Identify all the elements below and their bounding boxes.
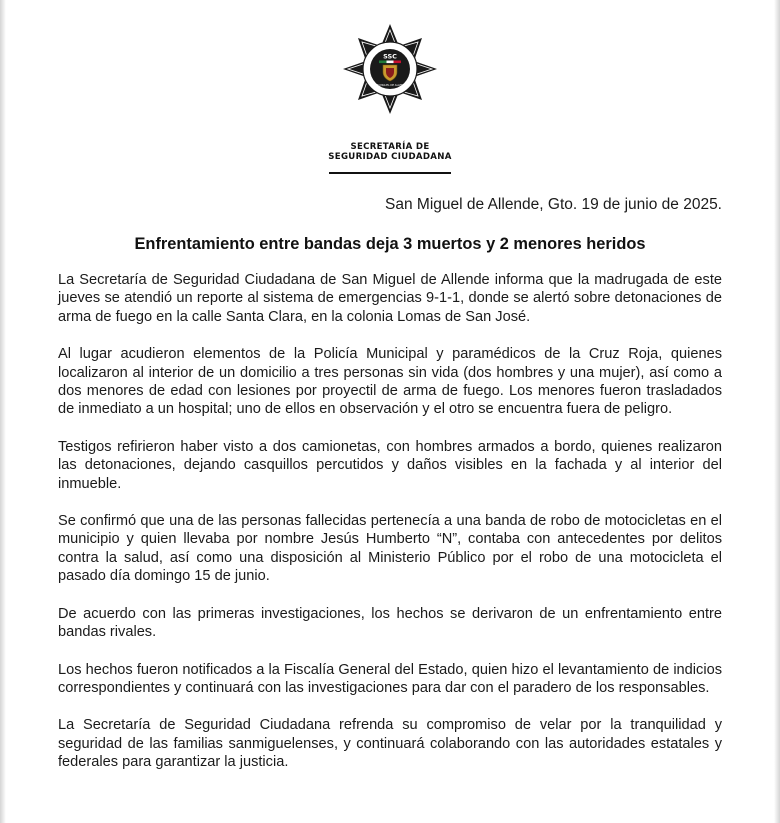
- body-paragraph: La Secretaría de Seguridad Ciudadana refrenda su compromiso de velar por la tranquilidad y seguridad de las familias sanmiguelenses, y continuará colaborando con las autoridades estatales y federales para garantizar la justicia.: [58, 717, 722, 771]
- body-paragraph: La Secretaría de Seguridad Ciudadana de San Miguel de Allende informa que la madrugada de este jueves se atendió un reporte al sistema de emergencias 9-1-1, donde se alertó sobre detonaciones de arma de fuego en la calle Santa Clara, en la colonia Lomas de San José.: [58, 272, 722, 325]
- letterhead: [0, 22, 780, 174]
- body-paragraph: Se confirmó que una de las personas fallecidas pertenecía a una banda de robo de motocicletas en el municipio y quien llevaba por nombre Jesús Humberto “N”, contaba con antecedentes por delitos contra la salud, así como una disposición al Ministerio Público por el robo de una motocicleta el pasado día domingo 15 de junio.: [58, 513, 722, 585]
- agency-name-line-2: SEGURIDAD CIUDADANA: [328, 152, 452, 162]
- agency-name: [328, 142, 451, 162]
- seal-flag-bar: [379, 61, 401, 64]
- body-paragraph: De acuerdo con las primeras investigaciones, los hechos se derivaron de un enfrentamiento entre bandas rivales.: [58, 605, 722, 641]
- seal-badge-text: SSC: [383, 52, 397, 61]
- body-paragraph: Los hechos fueron notificados a la Fiscalía General del Estado, quien hizo el levantamiento de indicios correspondientes y continuará con las investigaciones para dar con el paradero de los responsables.: [58, 661, 722, 696]
- dateline: San Miguel de Allende, Gto. 19 de junio de 2025.: [385, 196, 722, 213]
- agency-name-line-1: SECRETARÍA DE: [350, 142, 430, 152]
- seal-ring-text: SAN MIGUEL DE ALLENDE: [373, 84, 407, 87]
- body-paragraph: Testigos refirieron haber visto a dos camionetas, con hombres armados a bordo, quienes realizaron las detonaciones, dejando casquillos percutidos y daños visibles en la fachada y al interior del inmueble.: [58, 438, 722, 492]
- headline: Enfrentamiento entre bandas deja 3 muertos y 2 menores heridos: [134, 235, 646, 253]
- press-release-body: [58, 271, 722, 791]
- header-divider: [329, 172, 451, 174]
- ssc-seal-logo: [340, 22, 440, 140]
- body-paragraph: Al lugar acudieron elementos de la Policía Municipal y paramédicos de la Cruz Roja, quienes localizaron al interior de un domicilio a tres personas sin vida (dos hombres y una mujer), así como a dos menores de edad con lesiones por proyectil de arma de fuego. Los menores fueron trasladados de inmediato a un hospital; uno de ellos en observación y el otro se encuentra fuera de peligro.: [58, 346, 722, 418]
